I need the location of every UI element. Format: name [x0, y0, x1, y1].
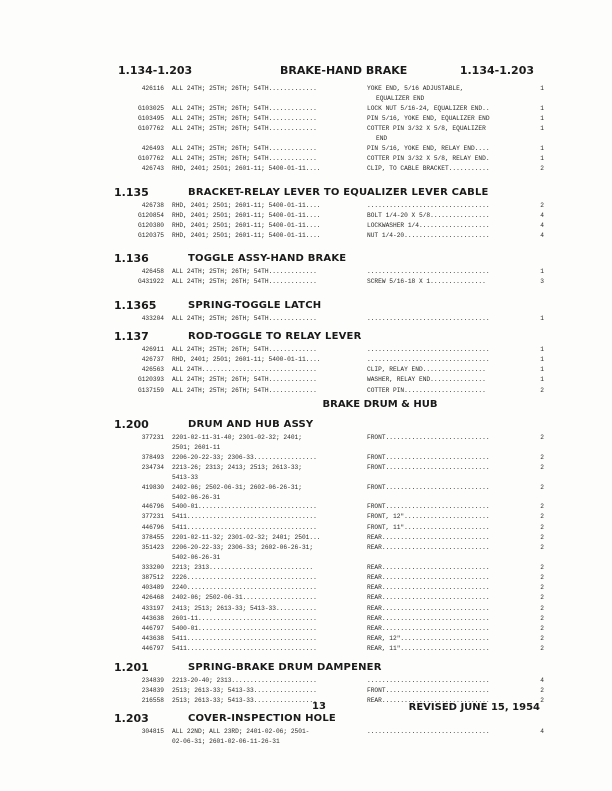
- description: REAR.............................: [367, 696, 490, 704]
- part-row: [114, 604, 546, 614]
- page-footer: [114, 701, 546, 715]
- application: RHD, 2401; 2501; 2601-11; 5400-01-11....: [172, 211, 321, 219]
- section-1137: [114, 328, 546, 345]
- quantity: 2: [540, 503, 544, 511]
- part-number: G103025: [138, 104, 164, 112]
- part-number: 234839: [141, 676, 164, 684]
- section-number: 1.137: [114, 329, 149, 343]
- quantity: 2: [540, 614, 544, 622]
- application-continued: 5402-06-26-31: [172, 493, 221, 501]
- quantity: 3: [540, 278, 544, 286]
- part-number: G120375: [138, 232, 164, 240]
- part-row: [114, 563, 546, 573]
- part-number: 426458: [141, 268, 164, 276]
- application: 5411...................................: [172, 645, 317, 653]
- application: ALL 24TH; 25TH; 26TH; 54TH.............: [172, 155, 317, 163]
- description: .................................: [367, 201, 490, 209]
- part-row: [114, 644, 546, 654]
- part-row: [114, 345, 546, 355]
- description: REAR.............................: [367, 584, 490, 592]
- description: REAR.............................: [367, 604, 490, 612]
- part-number: 446796: [141, 503, 164, 511]
- quantity: 2: [540, 165, 544, 173]
- part-number: G120380: [138, 221, 164, 229]
- header-range-right: 1.134-1.203: [459, 64, 534, 77]
- description: .................................: [367, 345, 490, 353]
- application: ALL 24TH; 25TH; 26TH; 54TH.............: [172, 85, 317, 92]
- description: LOCKWASHER 1/4...................: [367, 221, 490, 229]
- application: 5400-01................................: [172, 503, 317, 511]
- description: COTTER PIN 3/32 X 5/8, RELAY END.: [367, 155, 490, 163]
- application: 2226...................................: [172, 574, 317, 581]
- parts-list: [114, 84, 546, 747]
- part-number: 426737: [141, 356, 164, 363]
- items-1200: [114, 433, 546, 655]
- application: 5411...................................: [172, 523, 317, 531]
- part-number: G431922: [138, 278, 164, 286]
- description-continued: EQUALIZER END: [376, 95, 425, 103]
- part-number: 377231: [141, 513, 164, 521]
- application: ALL 24TH...............................: [172, 366, 317, 374]
- section-title: COVER-INSPECTION HOLE: [188, 713, 336, 725]
- description: .................................: [367, 314, 490, 322]
- part-number: 446796: [141, 523, 164, 531]
- part-number: 419830: [141, 483, 164, 491]
- part-row: [114, 267, 546, 277]
- part-row: [114, 211, 546, 221]
- section-title: BRACKET-RELAY LEVER TO EQUALIZER LEVER CABLE: [188, 186, 489, 198]
- part-number: 446797: [141, 645, 164, 653]
- section-number: 1.136: [114, 252, 149, 266]
- description: .................................: [367, 356, 490, 363]
- application: 2513; 2613-33; 5413-33.................: [172, 696, 317, 704]
- part-row: [114, 502, 546, 512]
- application: ALL 24TH; 25TH; 26TH; 54TH.............: [172, 125, 317, 133]
- quantity: 2: [540, 594, 544, 602]
- quantity: 1: [540, 114, 544, 122]
- application-continued: 02-06-31; 2601-02-06-11-26-31: [172, 738, 280, 746]
- application: ALL 24TH; 25TH; 26TH; 54TH.............: [172, 144, 317, 152]
- section-1201: [114, 659, 546, 676]
- page-header: [118, 64, 534, 80]
- section-title: DRUM AND HUB ASSY: [188, 418, 314, 430]
- section-11365: [114, 297, 546, 314]
- part-number: 426738: [141, 201, 164, 209]
- description: .................................: [367, 676, 490, 684]
- application: ALL 24TH; 25TH; 26TH; 54TH.............: [172, 268, 317, 276]
- part-number: 426563: [141, 366, 164, 374]
- part-row: [114, 453, 546, 463]
- part-number: 351423: [141, 544, 164, 552]
- description: FRONT............................: [367, 483, 490, 491]
- application: ALL 24TH; 25TH; 26TH; 54TH.............: [172, 114, 317, 122]
- description: REAR.............................: [367, 624, 490, 632]
- description: REAR.............................: [367, 594, 490, 602]
- quantity: 1: [540, 104, 544, 112]
- part-number: 426468: [141, 594, 164, 602]
- part-number: 426116: [141, 85, 164, 92]
- description: REAR.............................: [367, 574, 490, 581]
- description: PIN 5/16, YOKE END, EQUALIZER END: [367, 114, 490, 122]
- application: RHD, 2401; 2501; 2601-11; 5400-01-11....: [172, 221, 321, 229]
- description: NUT 1/4-20.......................: [367, 232, 490, 240]
- quantity: 2: [540, 453, 544, 461]
- part-number: 426911: [141, 345, 164, 353]
- quantity: 1: [540, 125, 544, 133]
- section-number: 1.1365: [114, 298, 157, 312]
- description: CLIP, RELAY END.................: [367, 366, 486, 374]
- part-number: 234734: [141, 463, 164, 471]
- part-number: 333200: [141, 563, 164, 571]
- part-row: [114, 543, 546, 553]
- quantity: 1: [540, 85, 544, 92]
- description: REAR.............................: [367, 544, 490, 552]
- description: FRONT............................: [367, 503, 490, 511]
- description: YOKE END, 5/16 ADJUSTABLE,: [367, 85, 464, 92]
- quantity: 1: [540, 268, 544, 276]
- application: ALL 24TH; 25TH; 26TH; 54TH.............: [172, 104, 317, 112]
- items-1135: [114, 201, 546, 242]
- part-row: [114, 614, 546, 624]
- quantity: 2: [540, 483, 544, 491]
- description: BOLT 1/4-20 X 5/8................: [367, 211, 490, 219]
- part-row: [114, 355, 546, 365]
- section-title: TOGGLE ASSY-HAND BRAKE: [188, 253, 347, 265]
- application: ALL 24TH; 25TH; 26TH; 54TH.............: [172, 345, 317, 353]
- header-range-left: 1.134-1.203: [118, 64, 193, 77]
- description: REAR.............................: [367, 533, 490, 541]
- application-continued: 5413-33: [172, 473, 198, 481]
- part-row: [114, 483, 546, 493]
- description: REAR, 11"........................: [367, 645, 490, 653]
- part-number: 433197: [141, 604, 164, 612]
- application: 2240...................................: [172, 584, 317, 592]
- part-number: G137159: [138, 386, 164, 394]
- description: FRONT............................: [367, 453, 490, 461]
- section-number: 1.203: [114, 712, 149, 726]
- part-row: [114, 154, 546, 164]
- application: 5400-01................................: [172, 624, 317, 632]
- description: CLIP, TO CABLE BRACKET...........: [367, 165, 490, 173]
- section-number: 1.201: [114, 660, 149, 674]
- part-row: [114, 277, 546, 287]
- part-row: [114, 624, 546, 634]
- part-number: G103495: [138, 114, 164, 122]
- section-1136: [114, 250, 546, 267]
- quantity: 2: [540, 513, 544, 521]
- application: 2206-20-22-33; 2306-33.................: [172, 453, 317, 461]
- quantity: 4: [540, 211, 544, 219]
- application: 2213-20-40; 2313.......................: [172, 676, 317, 684]
- description: .................................: [367, 268, 490, 276]
- quantity: 2: [540, 584, 544, 592]
- application-continued: 2501; 2601-11: [172, 443, 221, 451]
- part-number: 216558: [141, 696, 164, 704]
- description: WASHER, RELAY END...............: [367, 376, 486, 384]
- part-number: G107762: [138, 155, 164, 163]
- description: REAR, 12"........................: [367, 635, 490, 643]
- group-title: BRAKE DRUM & HUB: [322, 398, 438, 410]
- section-number: 1.200: [114, 417, 149, 431]
- section-1135: [114, 184, 546, 201]
- part-row: [114, 365, 546, 375]
- application-continued: 5402-06-26-31: [172, 554, 221, 562]
- part-row: [114, 512, 546, 522]
- part-row: [114, 375, 546, 385]
- quantity: 2: [540, 523, 544, 531]
- quantity: 1: [540, 356, 544, 363]
- part-number: 304815: [141, 728, 164, 736]
- quantity: 1: [540, 376, 544, 384]
- application: RHD, 2401; 2501; 2601-11; 5400-01-11....: [172, 165, 321, 173]
- part-row: [114, 727, 546, 737]
- part-row: [114, 221, 546, 231]
- description: SCREW 5/16-18 X 1...............: [367, 278, 486, 286]
- quantity: 4: [540, 728, 544, 736]
- quantity: 2: [540, 696, 544, 704]
- part-number: 378493: [141, 453, 164, 461]
- application: ALL 24TH; 25TH; 26TH; 54TH.............: [172, 376, 317, 384]
- application: 5411...................................: [172, 513, 317, 521]
- part-number: 403489: [141, 584, 164, 592]
- application: 2601-11................................: [172, 614, 317, 622]
- quantity: 2: [540, 574, 544, 581]
- part-number: G120854: [138, 211, 164, 219]
- quantity: 2: [540, 386, 544, 394]
- section-title: SPRING-BRAKE DRUM DAMPENER: [188, 661, 382, 673]
- part-number: 234839: [141, 686, 164, 694]
- description: COTTER PIN......................: [367, 386, 486, 394]
- quantity: 2: [540, 624, 544, 632]
- quantity: 2: [540, 645, 544, 653]
- quantity: 4: [540, 221, 544, 229]
- part-number: G107762: [138, 125, 164, 133]
- items-1203: [114, 727, 546, 747]
- application: 2206-20-22-33; 2306-33; 2602-06-26-31;: [172, 544, 314, 552]
- items-11365: [114, 314, 546, 324]
- part-row: [114, 676, 546, 686]
- application: 2213; 2313............................: [172, 563, 314, 571]
- description-continued: END: [376, 135, 388, 143]
- application: 2402-06; 2502-06-31; 2602-06-26-31;: [172, 483, 302, 491]
- part-number: 443638: [141, 614, 164, 622]
- quantity: 1: [540, 314, 544, 322]
- application: 2213-26; 2313; 2413; 2513; 2613-33;: [172, 463, 302, 471]
- application: RHD, 2401; 2501; 2601-11; 5400-01-11....: [172, 201, 321, 209]
- quantity: 2: [540, 635, 544, 643]
- part-row: [114, 593, 546, 603]
- description: FRONT............................: [367, 686, 490, 694]
- application: ALL 22ND; ALL 23RD; 2401-02-06; 2501-: [172, 728, 310, 736]
- application: RHD, 2401; 2501; 2601-11; 5400-01-11....: [172, 232, 321, 240]
- quantity: 4: [540, 676, 544, 684]
- description: LOCK NUT 5/16-24, EQUALIZER END..: [367, 104, 490, 112]
- items-1136: [114, 267, 546, 287]
- description: FRONT, 11".......................: [367, 523, 490, 531]
- part-number: 433204: [141, 314, 164, 322]
- quantity: 1: [540, 144, 544, 152]
- revision-date: REVISED JUNE 15, 1954: [408, 702, 540, 713]
- part-row: [114, 84, 546, 94]
- items-1137: [114, 345, 546, 396]
- section-number: 1.135: [114, 185, 149, 199]
- quantity: 2: [540, 544, 544, 552]
- description: PIN 5/16, YOKE END, RELAY END....: [367, 144, 490, 152]
- application: ALL 24TH; 25TH; 26TH; 54TH.............: [172, 278, 317, 286]
- application: 5411...................................: [172, 635, 317, 643]
- items-top: [114, 84, 546, 175]
- part-row: [114, 114, 546, 124]
- part-row: [114, 144, 546, 154]
- description: REAR.............................: [367, 614, 490, 622]
- description: FRONT, 12".......................: [367, 513, 490, 521]
- quantity: 1: [540, 155, 544, 163]
- page-number: 13: [312, 701, 326, 712]
- part-number: 387512: [141, 574, 164, 581]
- part-row: [114, 533, 546, 543]
- part-row: [114, 124, 546, 134]
- application: ALL 24TH; 25TH; 26TH; 54TH.............: [172, 386, 317, 394]
- part-row: [114, 634, 546, 644]
- application: 2201-02-11-31-40; 2301-02-32; 2401;: [172, 433, 302, 441]
- part-row: [114, 201, 546, 211]
- part-row: [114, 314, 546, 324]
- application: 2413; 2513; 2613-33; 5413-33...........: [172, 604, 317, 612]
- description: COTTER PIN 3/32 X 5/8, EQUALIZER: [367, 125, 486, 133]
- part-number: 426743: [141, 165, 164, 173]
- part-row: [114, 386, 546, 396]
- section-1200: [114, 416, 546, 433]
- part-number: 426493: [141, 144, 164, 152]
- part-row: [114, 583, 546, 593]
- quantity: 4: [540, 232, 544, 240]
- part-row: [114, 463, 546, 473]
- quantity: 2: [540, 533, 544, 541]
- quantity: 2: [540, 201, 544, 209]
- application: 2402-06; 2502-06-31....................: [172, 594, 317, 602]
- part-row: [114, 231, 546, 241]
- quantity: 2: [540, 463, 544, 471]
- section-title: SPRING-TOGGLE LATCH: [188, 299, 322, 311]
- quantity: 2: [540, 433, 544, 441]
- description: FRONT............................: [367, 463, 490, 471]
- part-row: [114, 573, 546, 583]
- part-row: [114, 164, 546, 174]
- part-number: 378455: [141, 533, 164, 541]
- quantity: 2: [540, 604, 544, 612]
- application: 2513; 2613-33; 5413-33.................: [172, 686, 317, 694]
- part-number: 443638: [141, 635, 164, 643]
- application: RHD, 2401; 2501; 2601-11; 5400-01-11....: [172, 356, 321, 363]
- part-row: [114, 104, 546, 114]
- application: 2201-02-11-32; 2301-02-32; 2401; 2501...: [172, 533, 321, 541]
- quantity: 1: [540, 366, 544, 374]
- part-row: [114, 686, 546, 696]
- quantity: 2: [540, 563, 544, 571]
- part-row: [114, 523, 546, 533]
- part-number: 377231: [141, 433, 164, 441]
- quantity: 1: [540, 345, 544, 353]
- description: FRONT............................: [367, 433, 490, 441]
- section-title: ROD-TOGGLE TO RELAY LEVER: [188, 330, 362, 342]
- part-number: 446797: [141, 624, 164, 632]
- application: ALL 24TH; 25TH; 26TH; 54TH.............: [172, 314, 317, 322]
- header-title: BRAKE-HAND BRAKE: [280, 64, 408, 77]
- description: .................................: [367, 728, 490, 736]
- quantity: 2: [540, 686, 544, 694]
- part-number: G120393: [138, 376, 164, 384]
- description: REAR.............................: [367, 563, 490, 571]
- part-row: [114, 433, 546, 443]
